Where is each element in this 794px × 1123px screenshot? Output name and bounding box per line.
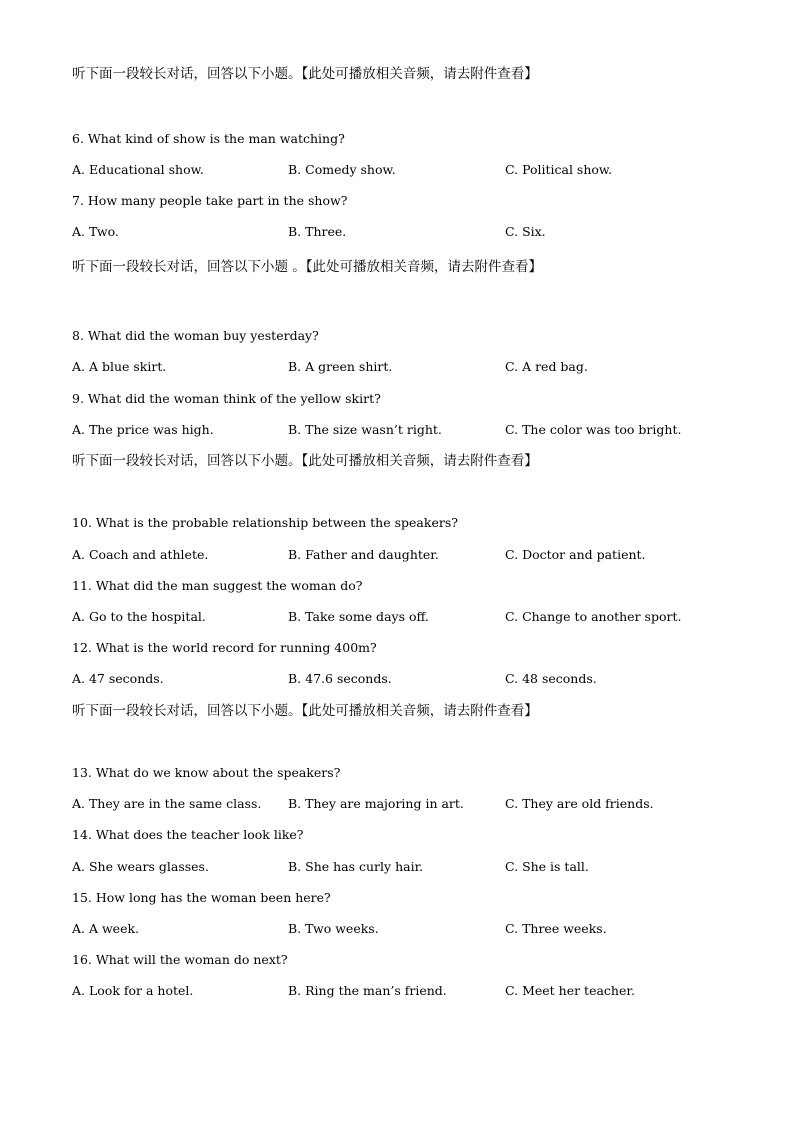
option-b: B. They are majoring in art. [288, 796, 464, 811]
option-a: A. Educational show. [72, 162, 204, 177]
option-b: B. Two weeks. [288, 921, 379, 936]
option-c: C. 48 seconds. [505, 671, 597, 686]
option-a: A. She wears glasses. [72, 859, 209, 874]
question-16: 16. What will the woman do next? [72, 952, 288, 967]
option-a: A. A week. [72, 921, 140, 936]
option-c: C. Six. [505, 224, 546, 239]
section-instruction: 听下面一段较长对话，回答以下小题。【此处可播放相关音频，请去附件查看】 [72, 453, 538, 469]
option-a: A. The price was high. [72, 422, 214, 437]
option-a: A. Go to the hospital. [72, 609, 206, 624]
option-c: C. A red bag. [505, 359, 588, 374]
option-a: A. They are in the same class. [72, 796, 262, 811]
question-8: 8. What did the woman buy yesterday? [72, 328, 319, 343]
option-c: C. Change to another sport. [505, 609, 682, 624]
question-10: 10. What is the probable relationship between the speakers? [72, 515, 458, 530]
option-b: B. Ring the man’s friend. [288, 983, 447, 998]
section-instruction: 听下面一段较长对话，回答以下小题。【此处可播放相关音频，请去附件查看】 [72, 66, 538, 82]
option-b: B. Three. [288, 224, 347, 239]
option-b: B. 47.6 seconds. [288, 671, 392, 686]
option-c: C. They are old friends. [505, 796, 654, 811]
option-b: B. Father and daughter. [288, 547, 439, 562]
option-a: A. 47 seconds. [72, 671, 164, 686]
option-c: C. Doctor and patient. [505, 547, 646, 562]
question-14: 14. What does the teacher look like? [72, 827, 304, 842]
option-c: C. Three weeks. [505, 921, 607, 936]
option-b: B. Comedy show. [288, 162, 396, 177]
question-7: 7. How many people take part in the show? [72, 193, 348, 208]
question-9: 9. What did the woman think of the yellow skirt? [72, 391, 381, 406]
option-a: A. A blue skirt. [72, 359, 167, 374]
option-b: B. The size wasn’t right. [288, 422, 442, 437]
option-c: C. The color was too bright. [505, 422, 682, 437]
option-c: C. Meet her teacher. [505, 983, 635, 998]
option-c: C. Political show. [505, 162, 613, 177]
question-6: 6. What kind of show is the man watching? [72, 131, 345, 146]
question-15: 15. How long has the woman been here? [72, 890, 331, 905]
option-b: B. She has curly hair. [288, 859, 424, 874]
option-b: B. A green shirt. [288, 359, 393, 374]
option-b: B. Take some days off. [288, 609, 429, 624]
option-a: A. Coach and athlete. [72, 547, 209, 562]
question-12: 12. What is the world record for running 400m? [72, 640, 377, 655]
section-instruction: 听下面一段较长对话，回答以下小题 。【此处可播放相关音频，请去附件查看】 [72, 259, 543, 275]
option-c: C. She is tall. [505, 859, 589, 874]
question-13: 13. What do we know about the speakers? [72, 765, 341, 780]
option-a: A. Look for a hotel. [72, 983, 194, 998]
section-instruction: 听下面一段较长对话，回答以下小题。【此处可播放相关音频，请去附件查看】 [72, 703, 538, 719]
option-a: A. Two. [72, 224, 119, 239]
question-11: 11. What did the man suggest the woman do? [72, 578, 363, 593]
